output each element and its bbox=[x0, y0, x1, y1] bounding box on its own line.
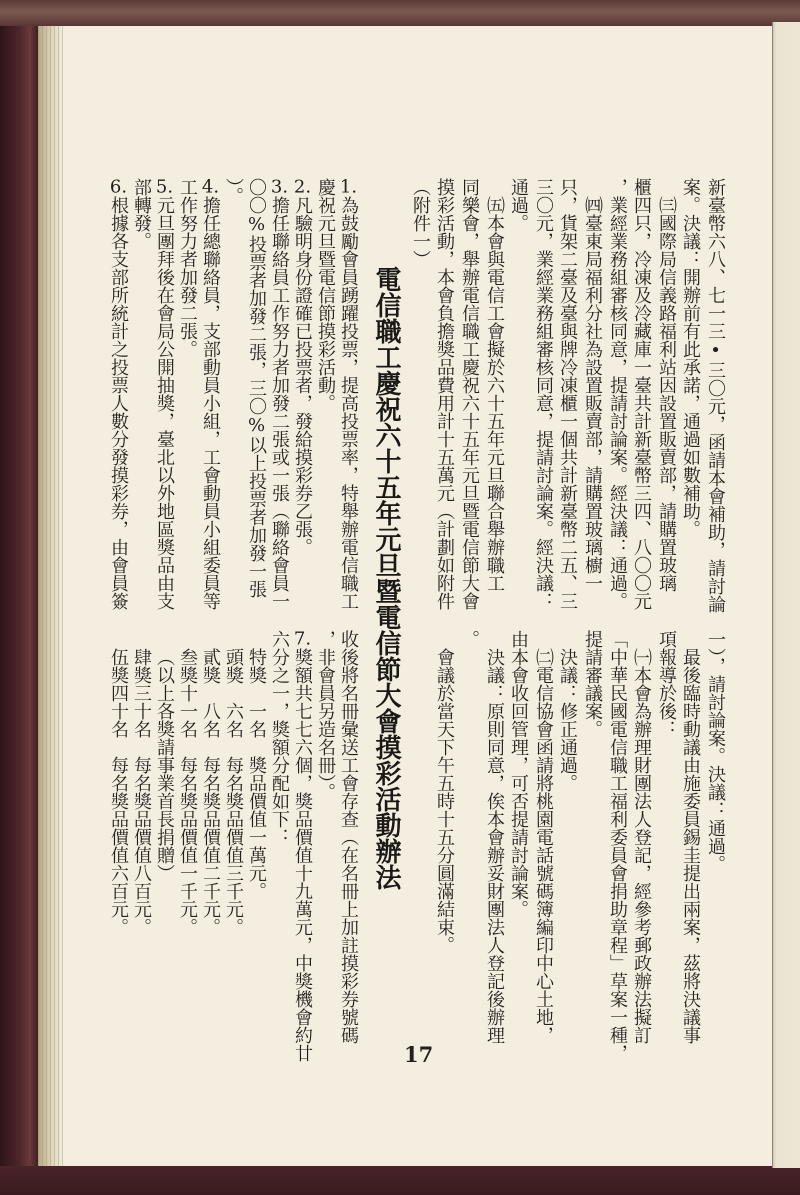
rule-text: 根據各支部所統計之投票人數分發摸彩券，由會員簽 bbox=[108, 196, 129, 610]
rules-column bbox=[222, 178, 244, 205]
minutes-column: 「中華民國電信職工福利委員會捐助章程」草案一種， bbox=[607, 630, 628, 1062]
prize-note bbox=[153, 630, 175, 882]
rule-text: 頭獎 六名 每名獎品價值三千元。 bbox=[223, 648, 244, 936]
prize-row bbox=[245, 630, 267, 900]
minutes-column: ㈤本會與電信工會擬於六十五年元旦聯合舉辦職工 bbox=[484, 196, 505, 592]
page-number: 17 bbox=[404, 1042, 434, 1067]
rules-column bbox=[107, 178, 129, 610]
binding-top-edge bbox=[0, 0, 800, 26]
minutes-column: ㈠本會為辦理財團法人登記，經參考郵政辦法擬訂 bbox=[631, 648, 652, 1044]
rules-column bbox=[314, 630, 336, 801]
minutes-column: 同樂會，舉辦電信職工慶祝六十五年元旦暨電信節大會 bbox=[459, 178, 480, 610]
rules-column bbox=[176, 178, 198, 358]
minutes-column: 決議：修正通過。 bbox=[557, 648, 578, 792]
minutes-column: 最後臨時動議由施委員錫圭提出兩案，茲將決議事 bbox=[680, 648, 701, 1044]
binding-bottom-edge bbox=[0, 1166, 800, 1195]
minutes-column: 項報導於後： bbox=[656, 630, 677, 738]
minutes-column: ㈢國際局信義路福利站因設置販賣部，請購置玻璃 bbox=[656, 196, 677, 592]
rule-text: 為鼓勵會員踴躍投票，提高投票率，特舉辦電信職工 bbox=[338, 196, 359, 610]
rules-column bbox=[130, 178, 152, 250]
prize-row bbox=[222, 630, 244, 936]
minutes-column: 只，貨架二臺及臺與牌冷凍櫃一個共計新臺幣二五、三 bbox=[557, 178, 578, 610]
minutes-column: 三〇元，業經業務組審核同意，提請討論案。經決議： bbox=[533, 178, 554, 610]
gutter-shadow bbox=[38, 26, 64, 1166]
rule-text: ，非會員另造名冊）。 bbox=[315, 630, 336, 801]
rule-text: 凡驗明身份證確已投票者，發給摸彩券乙張。 bbox=[292, 196, 313, 556]
rule-text: 收後將名冊彙送工會存查（在名冊上加註摸彩券號碼 bbox=[338, 630, 359, 1044]
minutes-column: 櫃四只，冷凍及冷藏庫一臺共計新臺幣三四、八〇〇元 bbox=[631, 178, 652, 610]
annex-label: （附件一） bbox=[410, 178, 431, 268]
adjacent-page-edge bbox=[772, 22, 800, 1168]
item-number: 5. bbox=[155, 178, 174, 196]
prize-row bbox=[199, 630, 221, 936]
rules-column bbox=[153, 178, 175, 610]
minutes-column: 通過。 bbox=[508, 178, 529, 232]
minutes-column: 決議：原則同意，俟本會辦妥財團法人登記後辦理 bbox=[484, 648, 505, 1044]
minutes-column: 摸彩活動，本會負擔獎品費用計十五萬元（計劃如附件 bbox=[434, 178, 455, 610]
rule-text: 獎額共七七六個，獎品價值十九萬元，中獎機會約廿 bbox=[292, 648, 313, 1062]
prize-row bbox=[176, 630, 198, 936]
rule-text: 叁獎十一名 每名獎品價值一千元。 bbox=[177, 648, 198, 936]
minutes-column: ，業經業務組審核同意，提請討論案。經決議：通過。 bbox=[607, 178, 628, 610]
minutes-column: 提請審議案。 bbox=[582, 630, 603, 738]
prize-row bbox=[130, 630, 152, 936]
rule-text: 特獎 一名 獎品價值一萬元。 bbox=[246, 648, 267, 900]
rules-column bbox=[268, 630, 290, 846]
minutes-column: 。 bbox=[459, 630, 480, 648]
rule-text: 肆獎三十名 每名獎品價值八百元。 bbox=[131, 648, 152, 936]
item-number: 4. bbox=[201, 178, 220, 196]
minutes-column: 一），請討論案。決議：通過。 bbox=[705, 630, 726, 873]
minutes-column: 案。決議：開辦前有此承諾，通過如數補助。 bbox=[680, 178, 701, 538]
item-number: 6. bbox=[109, 178, 128, 196]
rule-text: 元旦團拜後在會局公開抽獎，臺北以外地區獎品由支 bbox=[154, 196, 175, 610]
rule-text: 擔任總聯絡員，支部動員小組，工會動員小組委員等 bbox=[200, 196, 221, 610]
rule-text: 六分之一，獎額分配如下： bbox=[269, 630, 290, 846]
item-number: 1. bbox=[339, 178, 358, 196]
item-number: 2. bbox=[293, 178, 312, 196]
rules-column bbox=[268, 178, 290, 610]
rules-column bbox=[314, 178, 336, 412]
prize-row bbox=[107, 630, 129, 936]
rule-text: 〇〇%投票者加發二張，三〇%以上投票者加發一張 bbox=[246, 178, 267, 598]
minutes-column: 會議於當天下午五時十五分圓滿結束。 bbox=[434, 648, 455, 954]
rules-column bbox=[245, 178, 267, 598]
annex-title: 電信職工慶祝六十五年元旦暨電信節大會摸彩活動辦法 bbox=[371, 266, 401, 890]
rules-column bbox=[291, 630, 313, 1062]
rule-text: 擔任聯絡員工作努力者加發二張或一張（聯絡會員一 bbox=[269, 196, 290, 610]
minutes-column: ㈣臺東局福利分社為設置販賣部，請購置玻璃櫥一 bbox=[582, 196, 603, 592]
rule-text: 伍獎四十名 每名獎品價值六百元。 bbox=[108, 648, 129, 936]
rule-text: 慶祝元旦暨電信節摸彩活動。 bbox=[315, 178, 336, 412]
rules-column bbox=[291, 178, 313, 556]
rules-column bbox=[337, 630, 359, 1044]
rule-text: 工作努力者加發二張。 bbox=[177, 178, 198, 358]
rule-text: 貳獎 八名 每名獎品價值二千元。 bbox=[200, 648, 221, 936]
minutes-column: ㈡電信協會函請將桃園電話號碼簿編印中心土地， bbox=[533, 648, 554, 1044]
rule-text: 部轉發。 bbox=[131, 178, 152, 250]
rules-column bbox=[337, 178, 359, 610]
rule-text: ）。 bbox=[223, 178, 244, 205]
minutes-column: 由本會收回管理，可否提請討論案。 bbox=[508, 630, 529, 918]
minutes-column: 新臺幣六八、七一三•三〇元，函請本會補助，請討論 bbox=[705, 178, 726, 613]
rules-column bbox=[199, 178, 221, 610]
rule-text: （以上各獎請事業首長捐贈） bbox=[154, 648, 175, 882]
item-number: 3. bbox=[270, 178, 289, 196]
item-number: 7. bbox=[293, 630, 312, 648]
